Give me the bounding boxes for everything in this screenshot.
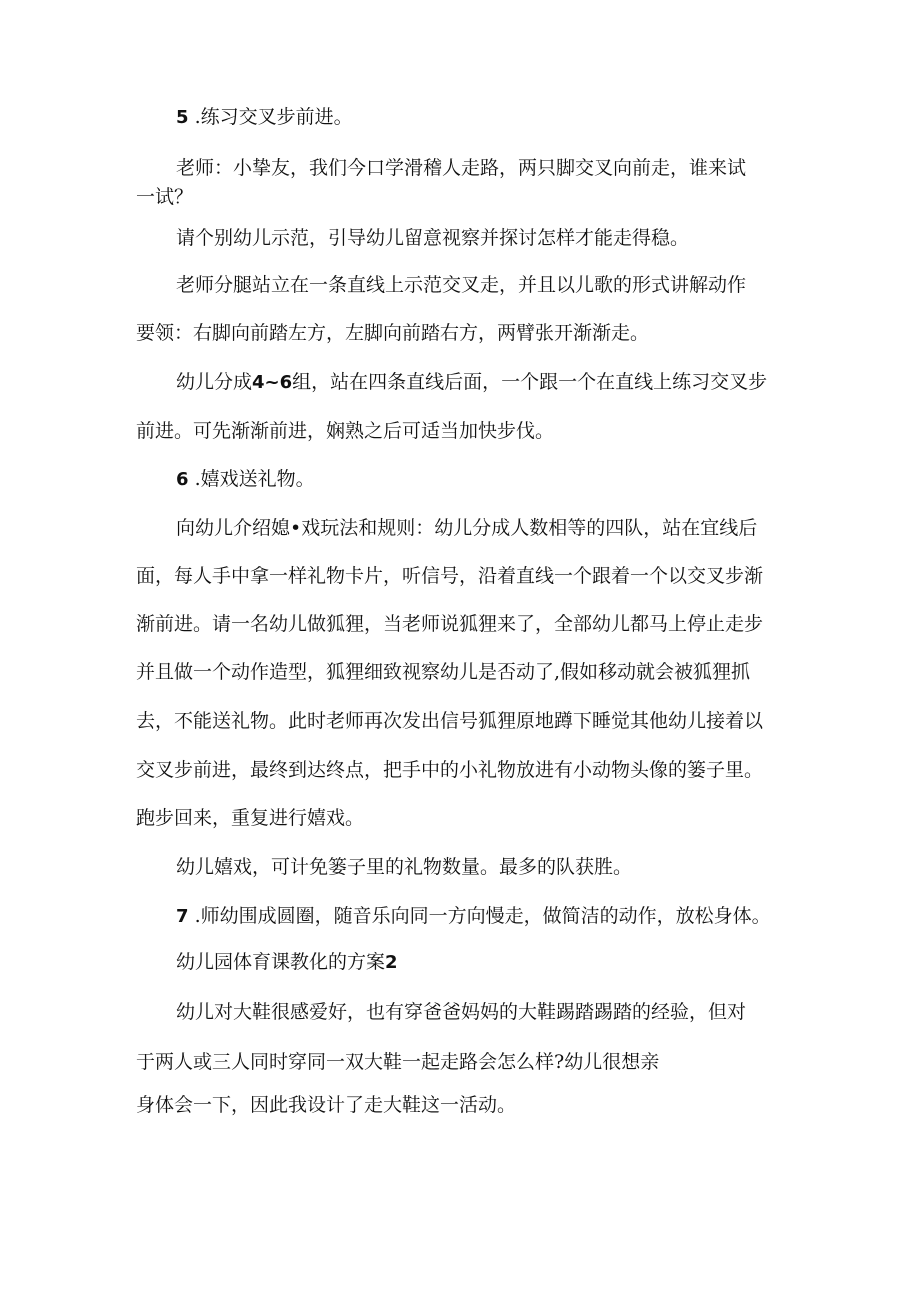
section-5-heading [176,105,796,130]
paragraph-line: 幼儿对大鞋很感爱好，也有穿爸爸妈妈的大鞋踢踏踢踏的经验，但对 [176,1001,747,1023]
paragraph-line: 前进。可先渐渐前进，娴熟之后可适当加快步伐。 [136,420,555,442]
paragraph-line: 请个别幼儿示范，引导幼儿留意视察并探讨怎样才能走得稳。 [176,227,690,249]
text-run: 组，站在四条直线后面，一个跟一个在直线上练习交叉步 [292,371,768,393]
plan-title-text: 幼儿园体育课教化的方案 [176,951,386,973]
plan-number: 2 [385,952,398,973]
paragraph-line: 交叉步前进，最终到达终点，把手中的小礼物放进有小动物头像的篓子里。 [136,759,764,781]
text-run: 幼儿分成 [176,371,253,393]
section-number: 6 [176,469,189,490]
paragraph-line: 一试？ [136,186,194,208]
section-heading-text: .师幼围成圆圈，随音乐向同一方向慢走，做简洁的动作，放松身体。 [188,905,771,927]
section-6-heading [176,467,796,492]
section-7-heading [176,904,796,929]
section-number: 5 [176,107,189,128]
group-count: 4~6 [252,372,293,393]
paragraph-line: 面，每人手中拿一样礼物卡片，听信号，沿着直线一个跟着一个以交叉步渐 [136,565,764,587]
paragraph-line: 向幼儿介绍媳•戏玩法和规则：幼儿分成人数相等的四队，站在宜线后 [176,517,758,539]
paragraph-line: 渐前进。请一名幼儿做狐狸，当老师说狐狸来了，全部幼儿都马上停止走步 [136,613,764,635]
paragraph-line: 去，不能送礼物。此时老师再次发出信号狐狸原地蹲下睡觉其他幼儿接着以 [136,710,764,732]
paragraph-line: 并且做一个动作造型，狐狸细致视察幼儿是否动了,假如移动就会被狐狸抓 [136,661,751,683]
section-heading-text: .练习交叉步前进。 [188,106,353,128]
paragraph-line: 幼儿嬉戏，可计免篓子里的礼物数量。最多的队获胜。 [176,856,633,878]
section-number: 7 [176,906,189,927]
paragraph-line: 于两人或三人同时穿同一双大鞋一起走路会怎么样?幼儿很想亲 [136,1051,660,1073]
paragraph-line [176,370,796,395]
plan-title [176,950,796,975]
paragraph-line: 老师分腿站立在一条直线上示范交叉走，并且以儿歌的形式讲解动作 [176,274,747,296]
paragraph-line: 要领：右脚向前踏左方，左脚向前踏右方，两臂张开渐渐走。 [136,322,650,344]
paragraph-line: 老师：小挚友，我们今口学滑稽人走路，两只脚交叉向前走，谁来试 [176,157,747,179]
section-heading-text: .嬉戏送礼物。 [188,468,315,490]
paragraph-line: 身体会一下，因此我设计了走大鞋这一活动。 [136,1094,517,1116]
paragraph-line: 跑步回来，重复进行嬉戏。 [136,807,365,829]
